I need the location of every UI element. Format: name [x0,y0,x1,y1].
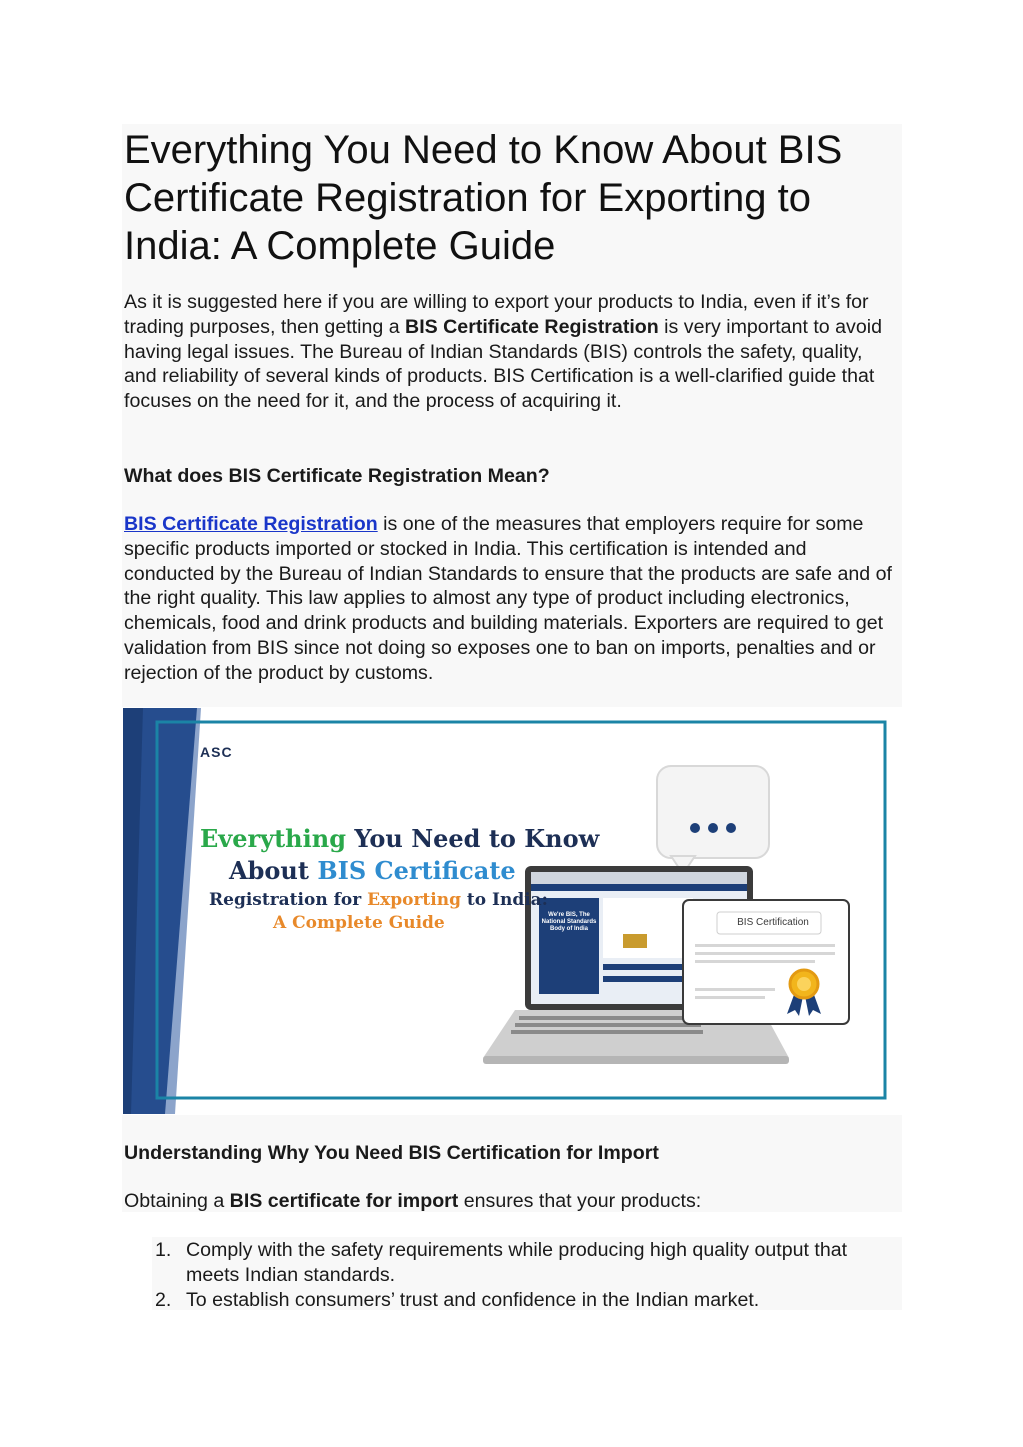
meaning-paragraph [124,512,899,686]
meaning-text: is one of the measures that employers require for some specific products imported or stocked in India. This certification is intended and conducted by the Bureau of Indian Standards to ensure that the products are safe and of the right quality. This law applies to almost any type of product including electronics, chemicals, food and drink products and building materials. Exporters are required to get validation from BIS since not doing so exposes one to ban on imports, penalties and or rejection of the product by customs. [124,513,892,684]
list-number: 1. [155,1239,172,1261]
intro-paragraph [124,290,899,414]
intro-bold-term: BIS Certificate Registration [405,315,659,338]
banner-headline-line3: Registration for Exporting to India: [209,890,548,910]
certificate-label: BIS Certification [737,917,809,928]
list-item [152,1288,897,1313]
laptop-screen-text: We're BIS, The National Standards Body of India [541,912,597,932]
guide-banner-image [123,708,901,1114]
page-title: Everything You Need to Know About BIS Certificate Registration for Exporting to India: A Complete Guide [124,128,843,268]
intro-text-start: As it is suggested here if you are willing to export your products to India, even if it’s for trading purposes, then getting a [124,291,869,338]
banner-headline-line1: Everything You Need to Know [200,824,600,853]
section-heading-why: Understanding Why You Need BIS Certification for Import [124,1142,659,1164]
why-paragraph [124,1189,899,1214]
section-heading-meaning: What does BIS Certificate Registration Mean? [124,465,550,487]
banner-headline-line2: About BIS Certificate [229,856,516,885]
banner-headline-line4: A Complete Guide [273,913,445,933]
asc-logo: ASC [200,744,233,760]
why-bold-term: BIS certificate for import [229,1190,459,1212]
why-text-end: ensures that your products: [458,1190,702,1212]
list-item [152,1238,897,1288]
banner-graphic [123,708,901,1114]
intro-text-end: is very important to avoid having legal issues. The Bureau of Indian Standards (BIS) controls the safety, quality, and reliability of several kinds of products. BIS Certification is a well-clarified guide that focuses on the need for it, and the process of acquiring it. [124,315,882,413]
list-number: 2. [155,1288,172,1311]
list-item-text: To establish consumers’ trust and confidence in the Indian market. [186,1288,760,1311]
why-text-start: Obtaining a [124,1190,230,1212]
benefits-list [152,1238,897,1312]
list-item-text: Comply with the safety requirements while producing high quality output that meets Indian standards. [186,1239,848,1286]
bis-registration-link[interactable]: BIS Certificate Registration [124,513,378,535]
